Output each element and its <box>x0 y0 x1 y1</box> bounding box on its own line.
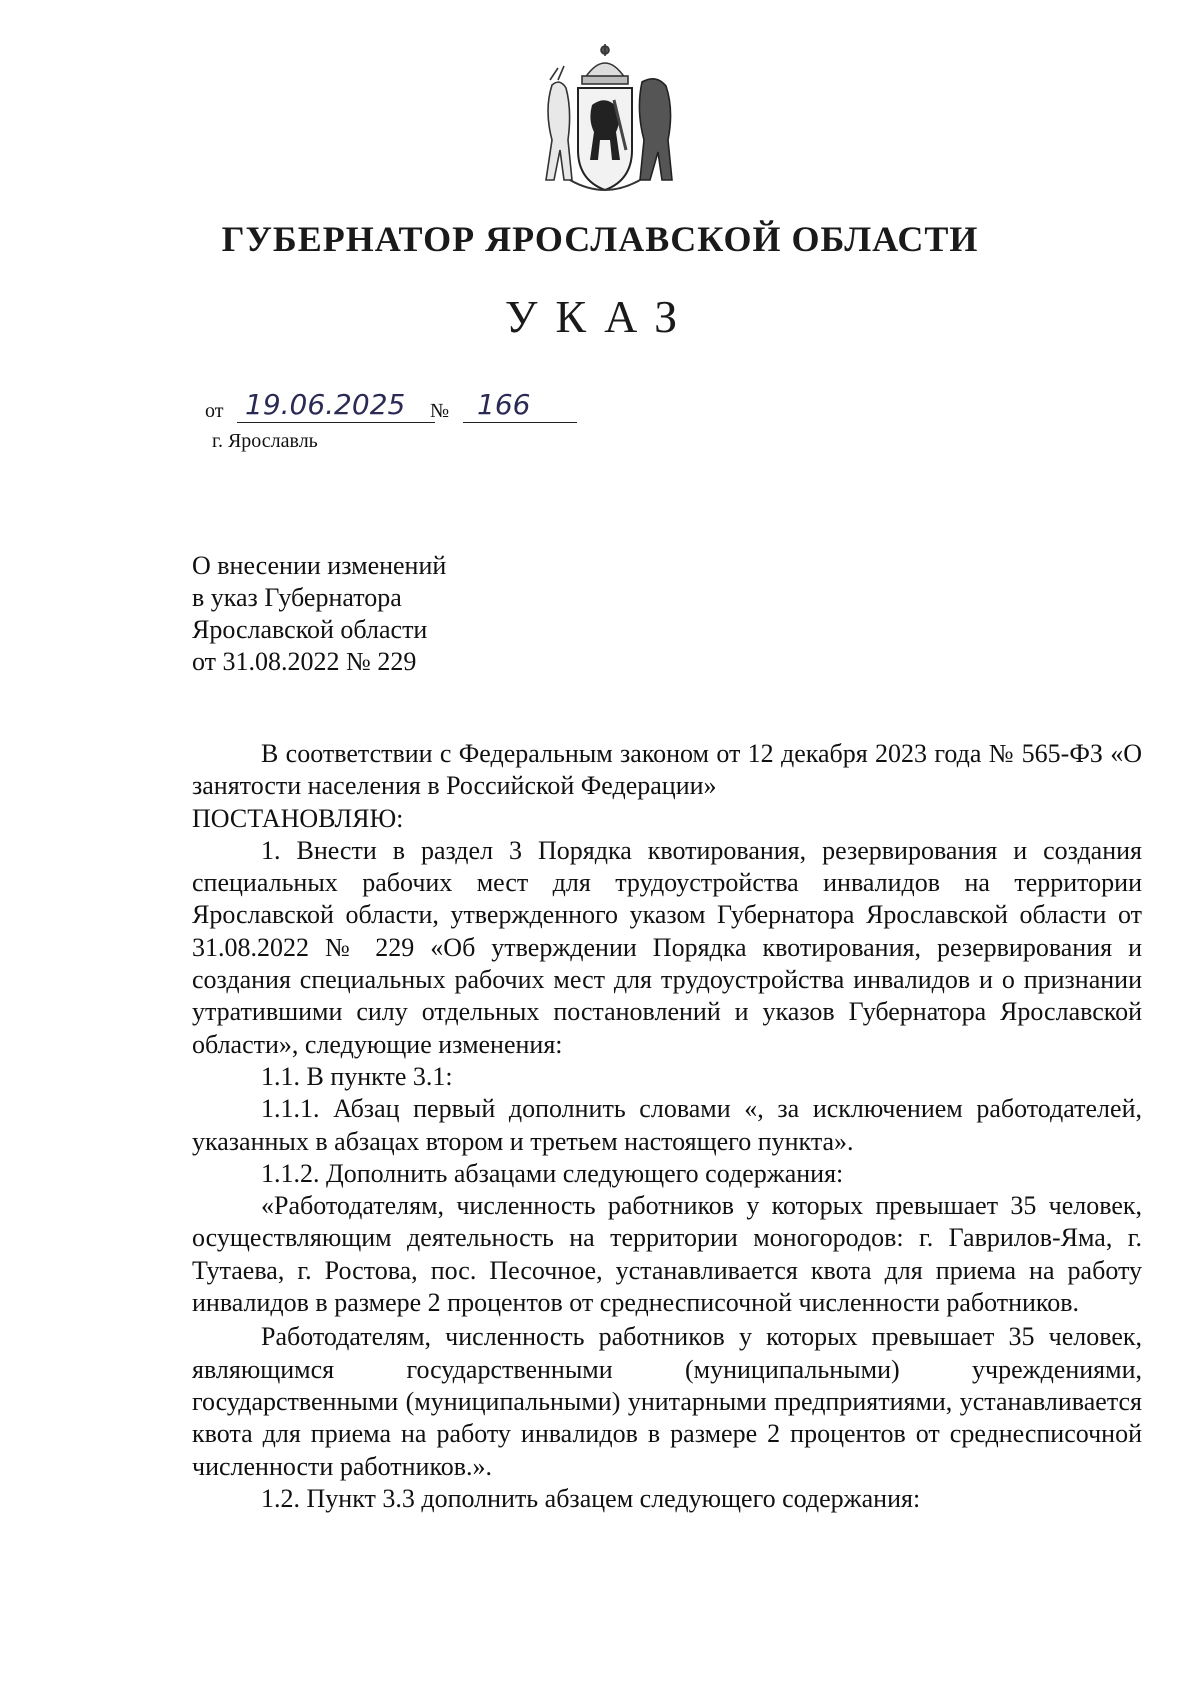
quoted-paragraph-1: «Работодателям, численность работников у которых превышает 35 человек, осуществляющим деятельность на территории моногородов: г. Гаврилов-Яма, г. Тутаева, г. Ростова, пос. Песочное, устанавливается квота для приема на работу инвалидов в размере 2 процентов от среднесписочной численности работников. <box>192 1191 1142 1318</box>
preamble-paragraph: В соответствии с Федеральным законом от 12 декабря 2023 года № 565-ФЗ «О занятости населения в Российской Федерации» <box>192 739 1142 801</box>
date-prefix: от <box>205 400 224 422</box>
quoted-paragraph-2: Работодателям, численность работников у которых превышает 35 человек, являющимся государственными (муниципальными) учреждениями, государственными (муниципальными) унитарными предприятиями, устанавливается квота для приема на работу инвалидов в размере 2 процентов от среднесписочной численности работников.». <box>192 1322 1142 1481</box>
subject-line: Ярославской области <box>192 615 428 644</box>
document-subject <box>192 550 446 678</box>
document-body <box>192 738 1142 1515</box>
city: г. Ярославль <box>212 430 318 452</box>
clause-1-2: 1.2. Пункт 3.3 дополнить абзацем следующего содержания: <box>261 1483 921 1513</box>
clause-1-1-1: 1.1.1. Абзац первый дополнить словами «, за исключением работодателей, указанных в абзацах втором и третьем настоящего пункта». <box>192 1094 1142 1156</box>
clause-1-1: 1.1. В пункте 3.1: <box>261 1061 453 1091</box>
subject-line: О внесении изменений <box>192 551 447 580</box>
handwritten-date: 19.06.2025 <box>237 388 435 423</box>
coat-of-arms-emblem <box>530 40 680 205</box>
clause-1: 1. Внести в раздел 3 Порядка квотирования, резервирования и создания специальных рабочих мест для трудоустройства инвалидов на территории Ярославской области, утвержденного указом Губернатора Ярославской области от 31.08.2022 № 229 «Об утверждении Порядка квотирования, резервирования и создания специальных рабочих мест для трудоустройства инвалидов и о признании утратившими силу отдельных постановлений и указов Губернатора Ярославской области», следующие изменения: <box>192 835 1142 1059</box>
subject-line: от 31.08.2022 № 229 <box>192 647 417 676</box>
decree-word: ПОСТАНОВЛЯЮ: <box>192 803 404 833</box>
handwritten-number: 166 <box>463 388 577 423</box>
number-prefix: № <box>430 400 450 422</box>
subject-line: в указ Губернатора <box>192 583 402 612</box>
clause-1-1-2: 1.1.2. Дополнить абзацами следующего содержания: <box>261 1158 844 1188</box>
issuing-authority: ГУБЕРНАТОР ЯРОСЛАВСКОЙ ОБЛАСТИ <box>221 219 979 259</box>
document-type: УКАЗ <box>504 291 696 342</box>
